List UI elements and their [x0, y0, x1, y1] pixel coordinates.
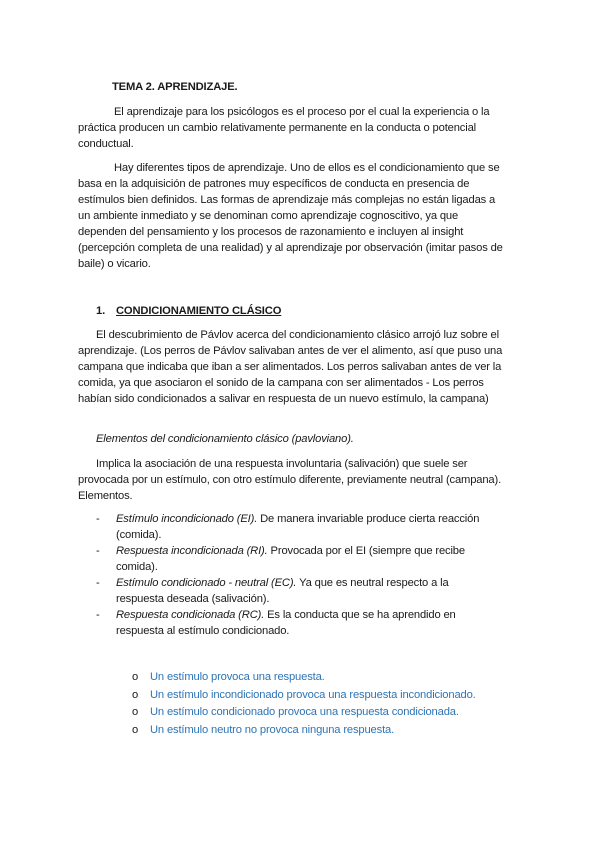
pavlov-paragraph: El descubrimiento de Pávlov acerca del condicionamiento clásico arrojó luz sobre el aprendizaje. (Los perros de Pávlov salivaban antes de ver el alimento, así que puso una campana que indicaba que iban a ser alimentados. Los perros salivaban antes de ver la comida, ya que asociaron el sonido de la campana con ser alimentados - Los perros habían sido condicionados a salivar en respuesta de un nuevo estímulo, la campana)	[78, 329, 503, 405]
element-desc: Es la conducta que se ha aprendido en respuesta al estímulo condicionado.	[116, 609, 456, 637]
element-term: Respuesta incondicionada (RI).	[116, 545, 268, 557]
page-title: TEMA 2. APRENDIZAJE.	[112, 81, 238, 93]
dash-bullet: -	[96, 577, 100, 589]
intro-paragraph: El aprendizaje para los psicólogos es el proceso por el cual la experiencia o la práctica producen un cambio relativamente permanente en la conducta o potencial conductual.	[78, 106, 490, 150]
element-term: Respuesta condicionada (RC).	[116, 609, 265, 621]
list-item	[96, 607, 496, 639]
summary-text: Un estímulo neutro no provoca ninguna respuesta.	[150, 723, 395, 736]
elements-list	[96, 511, 496, 639]
section-heading	[96, 303, 281, 319]
list-item	[96, 575, 496, 607]
subheading: Elementos del condicionamiento clásico (pavloviano).	[96, 433, 354, 445]
dash-bullet: -	[96, 609, 100, 621]
summary-text: Un estímulo provoca una respuesta.	[150, 671, 325, 683]
section-title: CONDICIONAMIENTO CLÁSICO	[116, 305, 282, 317]
list-item	[132, 669, 532, 687]
element-desc: Provocada por el EI (siempre que recibe comida).	[116, 545, 465, 573]
section-number: 1.	[96, 305, 106, 317]
list-item	[132, 722, 532, 740]
list-item	[96, 543, 496, 575]
dash-bullet: -	[96, 545, 100, 557]
element-term: Estímulo incondicionado (EI).	[116, 513, 258, 525]
list-item	[132, 704, 532, 722]
circle-bullet-icon: o	[132, 688, 139, 701]
types-paragraph: Hay diferentes tipos de aprendizaje. Uno de ellos es el condicionamiento que se basa en la adquisición de patrones muy específicos de conducta en presencia de estímulos bien definidos. Las formas de aprendizaje más complejas no están ligadas a un ambiente inmediato y se denominan como aprendizaje cognoscitivo, ya que dependen del pensamiento y los procesos de razonamiento e incluyen al insight (percepción completa de una realidad) y al aprendizaje por observación (imitar pasos de baile) o vicario.	[78, 162, 503, 270]
summary-list	[132, 669, 532, 739]
summary-text: Un estímulo incondicionado provoca una respuesta incondicionado.	[150, 688, 476, 701]
circle-bullet-icon: o	[132, 723, 139, 736]
dash-bullet: -	[96, 513, 100, 525]
elements-intro-paragraph: Implica la asociación de una respuesta involuntaria (salivación) que suele ser provocada por un estímulo, con otro estímulo diferente, previamente neutral (campana). Elementos.	[78, 458, 502, 502]
element-desc: Ya que es neutral respecto a la respuesta deseada (salivación).	[116, 577, 449, 605]
summary-text: Un estímulo condicionado provoca una respuesta condicionada.	[150, 706, 459, 718]
circle-bullet-icon: o	[132, 671, 139, 683]
list-item	[132, 687, 532, 705]
element-desc: De manera invariable produce cierta reacción (comida).	[116, 513, 480, 541]
circle-bullet-icon: o	[132, 706, 139, 718]
list-item	[96, 511, 496, 543]
element-term: Estímulo condicionado - neutral (EC).	[116, 577, 297, 589]
